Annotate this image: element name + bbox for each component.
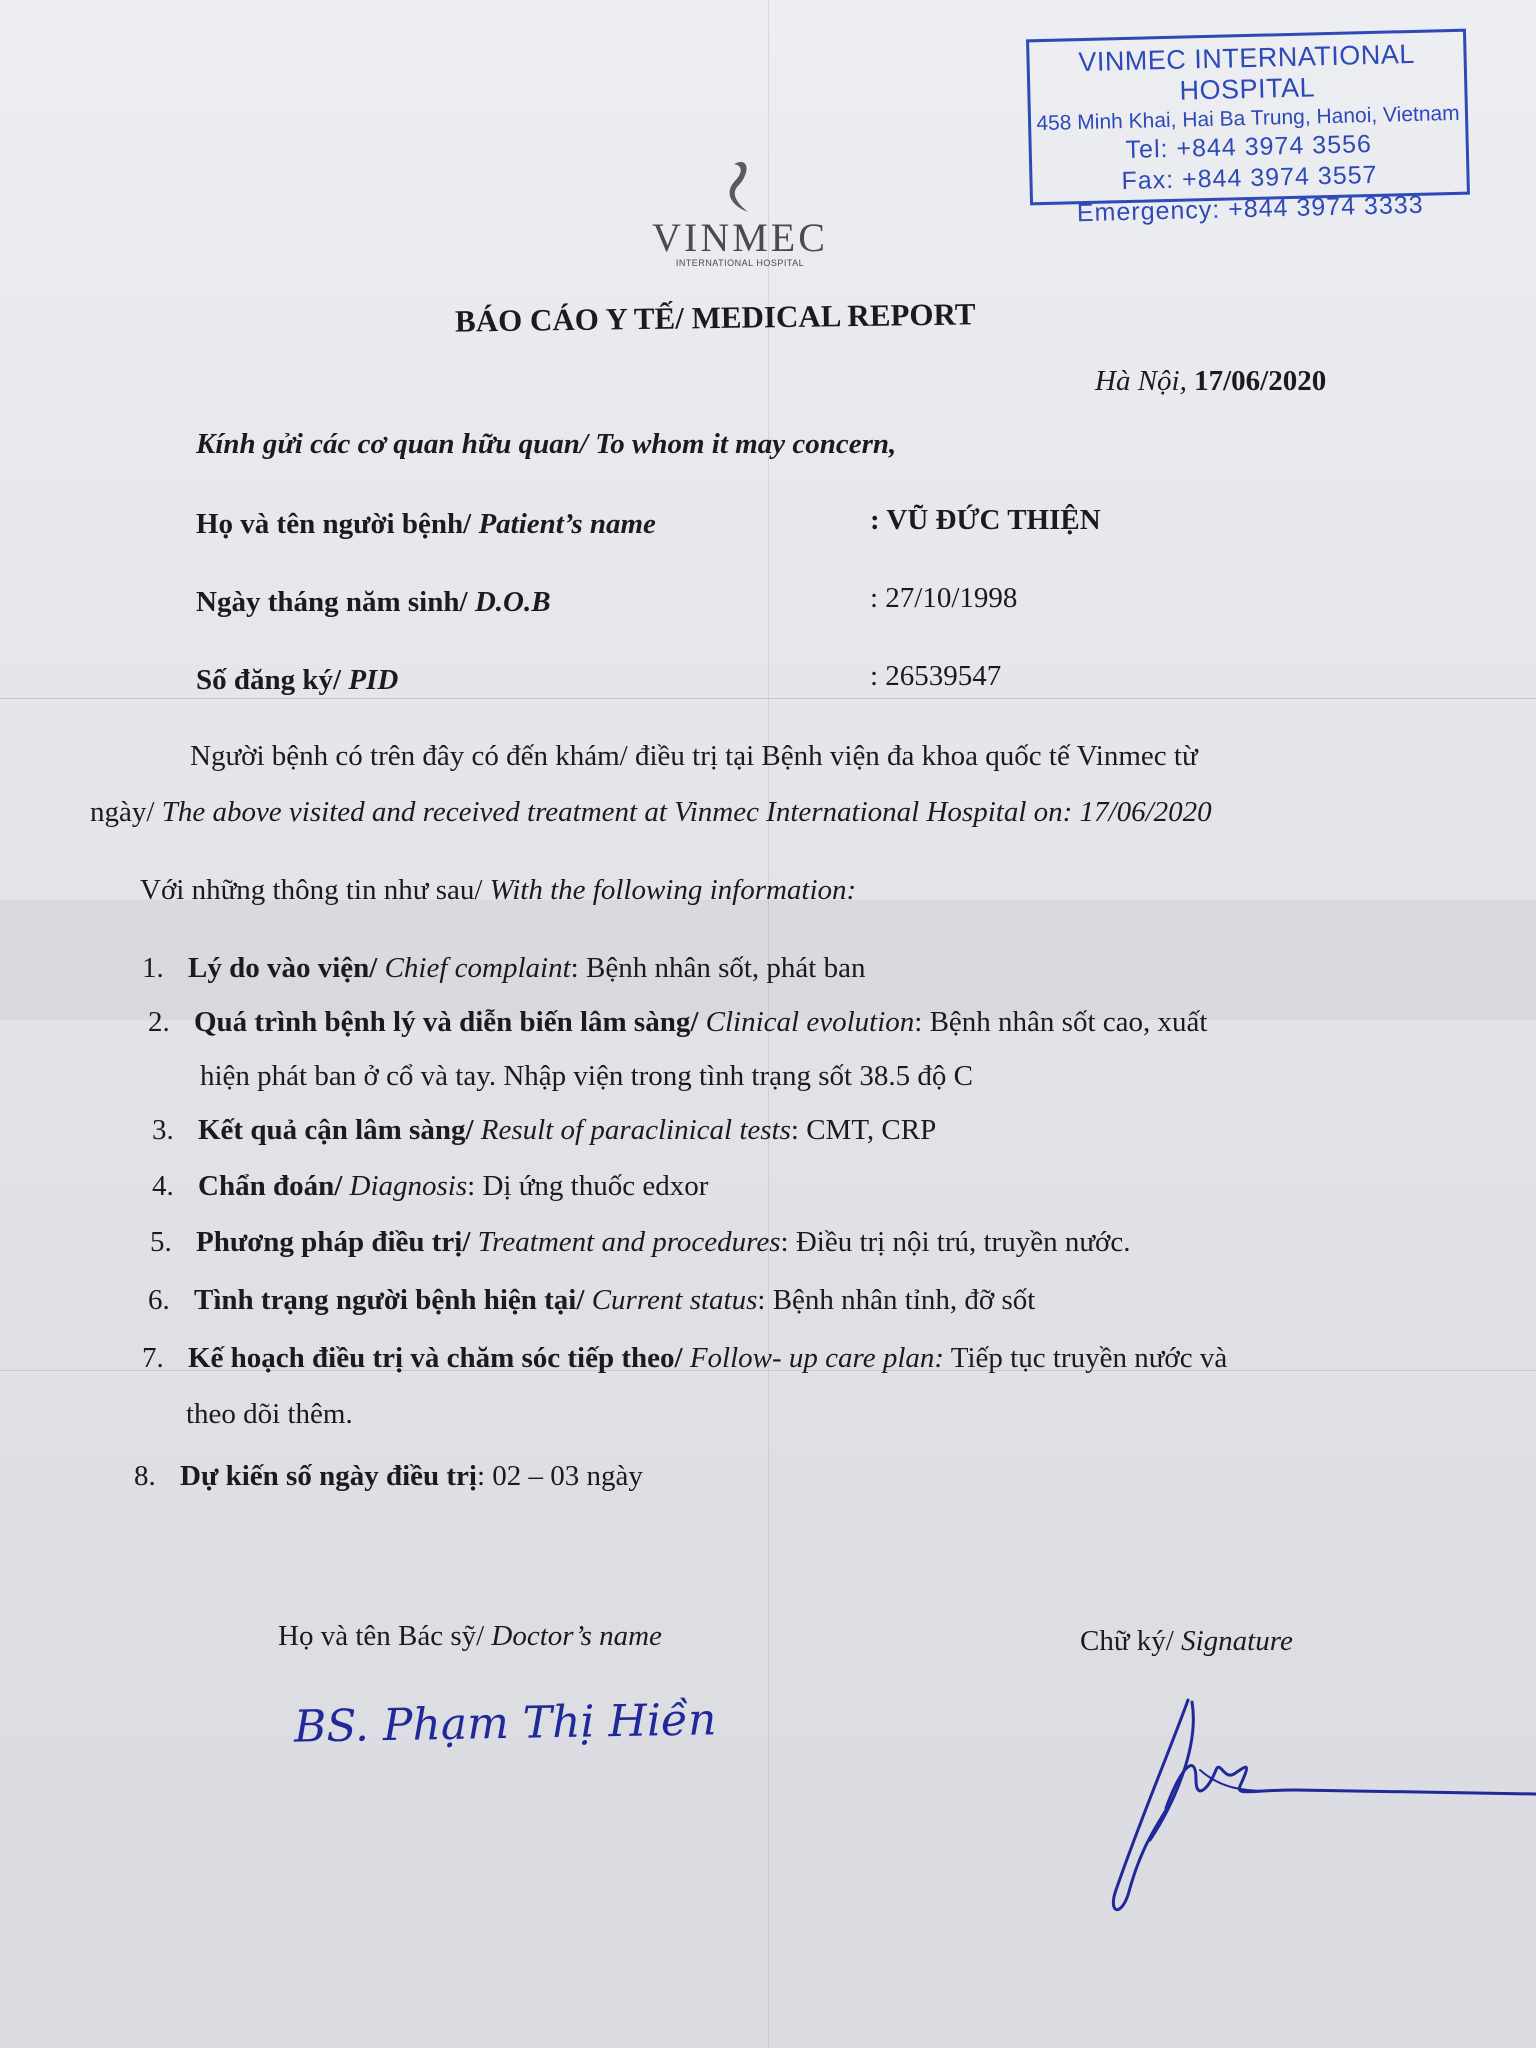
stamp-tel: Tel: +844 3974 3556 — [1125, 129, 1373, 164]
list-item: 5. Phương pháp điều trị/ Treatment and procedures: Điều trị nội trú, truyền nước. — [150, 1226, 1131, 1258]
list-item: 3. Kết quả cận lâm sàng/ Result of paraclinical tests: CMT, CRP — [152, 1114, 937, 1146]
date-place: Hà Nội, — [1095, 365, 1187, 397]
pid-label: Số đăng ký/ PID — [196, 664, 399, 696]
doctor-name-label: Họ và tên Bác sỹ/ Doctor’s name — [278, 1620, 662, 1652]
list-item: 7. Kế hoạch điều trị và chăm sóc tiếp theo/ Follow- up care plan: Tiếp tục truyền nước và — [142, 1342, 1228, 1374]
info-heading: Với những thông tin như sau/ With the following information: — [140, 874, 857, 906]
logo-brand: VINMEC — [652, 215, 828, 260]
stamp-fax: Fax: +844 3974 3557 — [1121, 160, 1378, 196]
doctor-name: BS. Phạm Thị Hiền — [293, 1694, 717, 1753]
stamp-emergency: Emergency: +844 3974 3333 — [1076, 190, 1424, 228]
report-title: BÁO CÁO Y TẾ/ MEDICAL REPORT — [454, 296, 976, 339]
handwritten-signature — [1100, 1690, 1536, 1920]
stamp-name: VINMEC INTERNATIONAL HOSPITAL — [1077, 38, 1416, 106]
list-item: 1. Lý do vào viện/ Chief complaint: Bệnh nhân sốt, phát ban — [142, 952, 866, 984]
signature-label: Chữ ký/ Signature — [1080, 1625, 1293, 1657]
pid-value: : 26539547 — [870, 660, 1002, 692]
list-item: 2. Quá trình bệnh lý và diễn biến lâm sàng/ Clinical evolution: Bệnh nhân sốt cao, xuất — [148, 1006, 1208, 1038]
list-item-continuation: theo dõi thêm. — [186, 1398, 353, 1430]
date-value: 17/06/2020 — [1194, 365, 1327, 397]
patient-name-value: : VŨ ĐỨC THIỆN — [870, 504, 1101, 536]
list-item-continuation: hiện phát ban ở cổ và tay. Nhập viện trong tình trạng sốt 38.5 độ C — [200, 1060, 973, 1092]
vinmec-logo — [620, 156, 860, 268]
stamp-address: 458 Minh Khai, Hai Ba Trung, Hanoi, Vietnam — [1036, 101, 1460, 136]
swan-logo-icon — [720, 156, 760, 214]
report-date — [1095, 365, 1326, 398]
logo-subtitle: INTERNATIONAL HOSPITAL — [675, 258, 805, 268]
intro-line-1: Người bệnh có trên đây có đến khám/ điều trị tại Bệnh viện đa khoa quốc tế Vinmec từ — [190, 740, 1198, 772]
list-item: 8. Dự kiến số ngày điều trị: 02 – 03 ngày — [134, 1460, 643, 1492]
greeting: Kính gửi các cơ quan hữu quan/ To whom it may concern, — [196, 428, 897, 460]
intro-line-2: ngày/ The above visited and received treatment at Vinmec International Hospital on: 17/06/2020 — [90, 796, 1212, 828]
patient-name-label: Họ và tên người bệnh/ Patient’s name — [196, 508, 656, 540]
hospital-stamp — [1026, 29, 1470, 228]
dob-label: Ngày tháng năm sinh/ D.O.B — [196, 586, 551, 618]
list-item: 4. Chẩn đoán/ Diagnosis: Dị ứng thuốc edxor — [152, 1170, 709, 1202]
dob-value: : 27/10/1998 — [870, 582, 1018, 614]
list-item: 6. Tình trạng người bệnh hiện tại/ Current status: Bệnh nhân tỉnh, đỡ sốt — [148, 1284, 1036, 1316]
